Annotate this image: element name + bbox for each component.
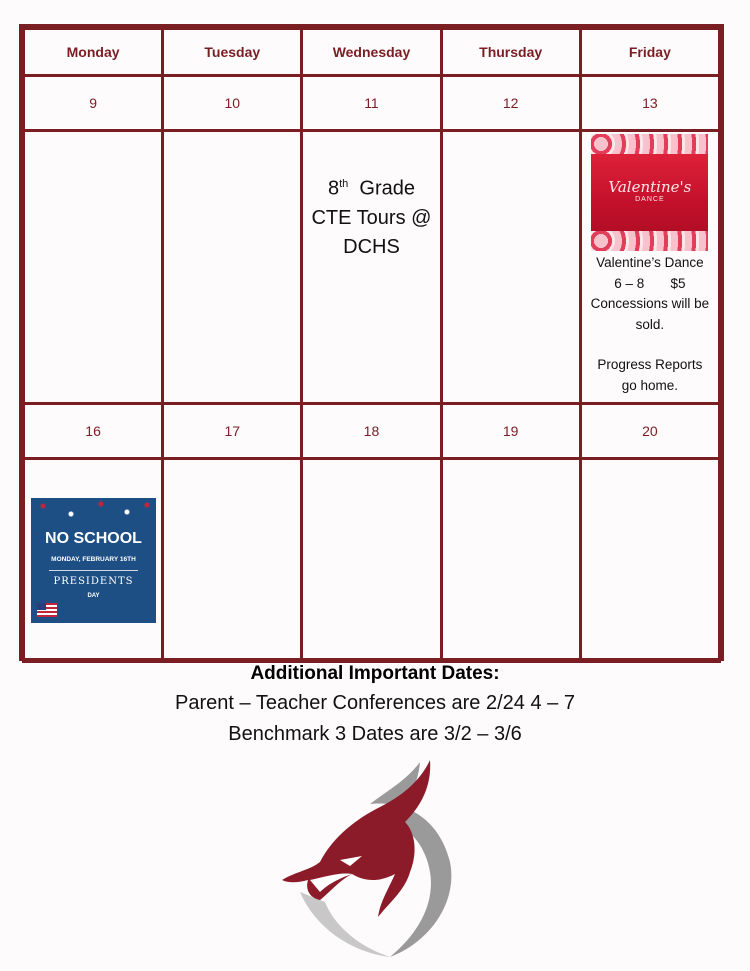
event-line: Valentine’s Dance (596, 255, 704, 270)
no-school-date: MONDAY, FEBRUARY 16TH (51, 555, 136, 563)
valentines-image-title: Valentine's (608, 178, 692, 196)
event-cell-monday (24, 131, 163, 404)
benchmark-line: Benchmark 3 Dates are 3/2 – 3/6 (228, 723, 522, 745)
grade-word: Grade (359, 177, 415, 200)
conferences-line: Parent – Teacher Conferences are 2/24 4 – 7 (175, 692, 575, 714)
additional-dates-title: Additional Important Dates: (250, 663, 500, 684)
day-header-tuesday: Tuesday (163, 29, 302, 76)
event-cell-thursday (441, 459, 580, 662)
date-cell: 17 (163, 404, 302, 459)
week2-date-row (24, 404, 720, 459)
no-school-presidents-day-image (31, 498, 156, 623)
event-cell-wednesday (302, 131, 441, 404)
calendar-grid (19, 24, 724, 661)
event-line: Progress Reports (597, 357, 703, 372)
event-cell-monday (24, 459, 163, 662)
date-cell: 19 (441, 404, 580, 459)
day-label: DAY (87, 592, 100, 599)
date-cell: 13 (580, 76, 719, 131)
day-header-wednesday: Wednesday (302, 29, 441, 76)
date-cell: 12 (441, 76, 580, 131)
date-cell: 16 (24, 404, 163, 459)
cte-line: CTE Tours @ (311, 206, 432, 229)
dragon-mascot-logo (270, 752, 480, 962)
date-cell: 11 (302, 76, 441, 131)
event-cell-tuesday (163, 131, 302, 404)
week1-event-row (24, 131, 720, 404)
weekday-header-row (24, 29, 720, 76)
day-header-monday: Monday (24, 29, 163, 76)
hearts-decoration (591, 134, 708, 154)
event-line: sold. (635, 316, 665, 332)
day-header-thursday: Thursday (441, 29, 580, 76)
date-cell: 20 (580, 404, 719, 459)
event-cell-thursday (441, 131, 580, 404)
event-cell-friday (580, 459, 719, 662)
week1-date-row (24, 76, 720, 131)
event-cell-friday (580, 131, 719, 404)
event-line: Concessions will be (590, 296, 710, 311)
valentines-image-subtitle: DANCE (635, 196, 665, 203)
confetti-decoration (31, 498, 156, 524)
date-cell: 10 (163, 76, 302, 131)
day-header-friday: Friday (580, 29, 719, 76)
week2-event-row (24, 459, 720, 662)
valentines-dance-event (582, 253, 718, 396)
event-cell-tuesday (163, 459, 302, 662)
event-line: 6 – 8 $5 (614, 275, 686, 291)
valentines-dance-image (591, 134, 708, 251)
grade-number: 8 (327, 177, 340, 200)
event-line: go home. (621, 377, 679, 393)
event-cell-wednesday (302, 459, 441, 662)
flag-icon (37, 603, 57, 617)
hearts-decoration (591, 231, 708, 251)
date-cell: 18 (302, 404, 441, 459)
logo-gray-lower (300, 892, 390, 957)
grade-suffix: th (339, 178, 349, 190)
cte-tours-event (303, 170, 439, 262)
presidents-label: PRESIDENTS (53, 575, 134, 587)
dchs-line: DCHS (343, 235, 400, 258)
divider (49, 570, 138, 571)
no-school-headline: NO SCHOOL (45, 529, 142, 547)
date-cell: 9 (24, 76, 163, 131)
